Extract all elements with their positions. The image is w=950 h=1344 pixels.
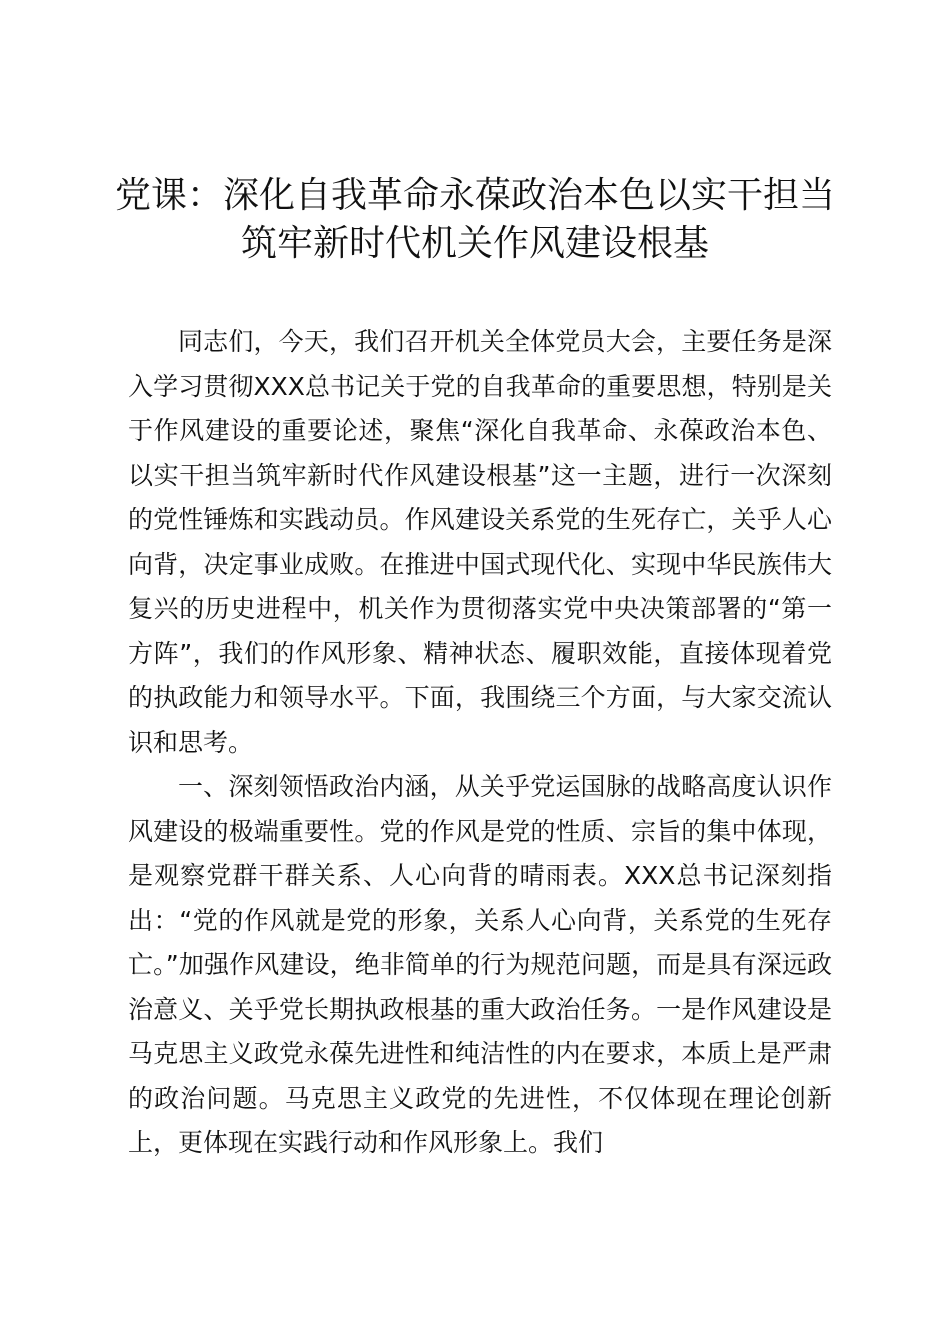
title-line-2: 筑牢新时代机关作风建设根基: [240, 223, 709, 264]
title-line-1: 党课：深化自我革命永葆政治本色以实干担当: [114, 175, 835, 216]
paragraph-intro: 同志们，今天，我们召开机关全体党员大会，主要任务是深入学习贯彻XXX总书记关于党的自我革命的重要思想，特别是关于作风建设的重要论述，聚焦“深化自我革命、永葆政治本色、以实干担当筑牢新时代作风建设根基”这一主题，进行一次深刻的党性锤炼和实践动员。作风建设关系党的生死存亡，关乎人心向背，决定事业成败。在推进中国式现代化、实现中华民族伟大复兴的历史进程中，机关作为贯彻落实党中央决策部署的“第一方阵”，我们的作风形象、精神状态、履职效能，直接体现着党的执政能力和领导水平。下面，我围绕三个方面，与大家交流认识和思考。: [128, 327, 832, 757]
document-body: [128, 320, 832, 1166]
document-title: [110, 172, 840, 268]
paragraph-section-one: 一、深刻领悟政治内涵，从关乎党运国脉的战略高度认识作风建设的极端重要性。党的作风是党的性质、宗旨的集中体现，是观察党群干群关系、人心向背的晴雨表。XXX总书记深刻指出：“党的作风就是党的形象，关系人心向背，关系党的生死存亡。”加强作风建设，绝非简单的行为规范问题，而是具有深远政治意义、关乎党长期执政根基的重大政治任务。一是作风建设是马克思主义政党永葆先进性和纯洁性的内在要求，本质上是严肃的政治问题。马克思主义政党的先进性，不仅体现在理论创新上，更体现在实践行动和作风形象上。我们: [128, 772, 832, 1157]
